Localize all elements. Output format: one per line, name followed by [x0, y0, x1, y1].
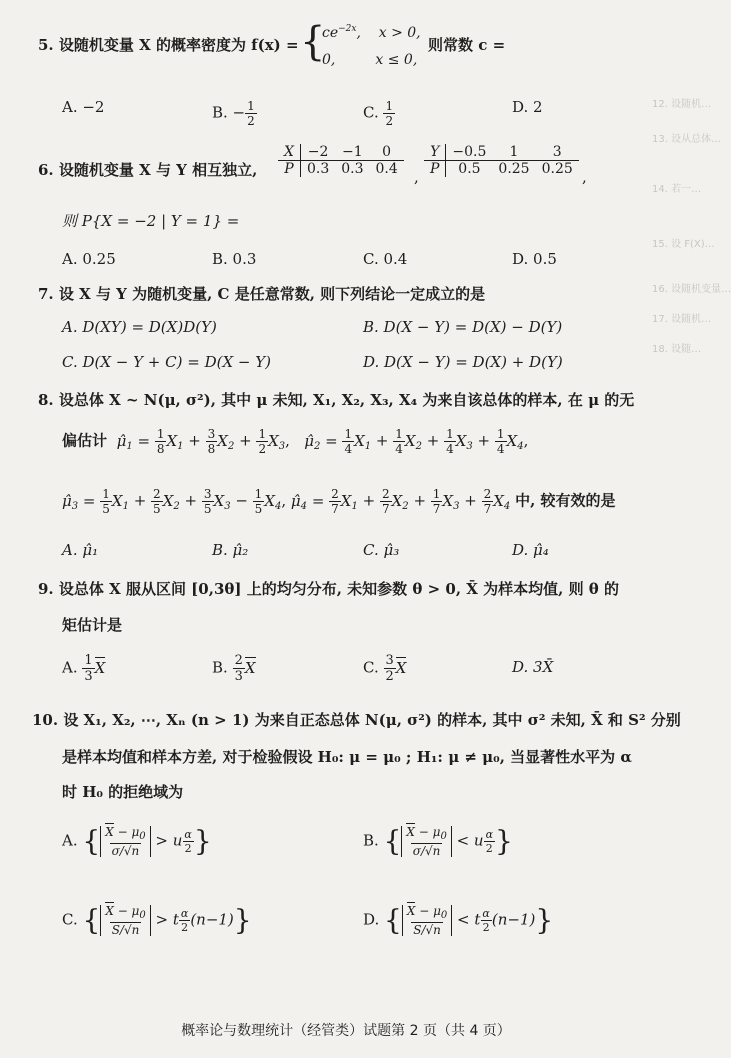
q6-option-d: D. 0.5 — [512, 250, 557, 268]
q10-option-d: D. { $\frac{X - \mu_0}{S/√n}$ < t $\frac{\alpha}{2}$ (n−1)} — [363, 903, 554, 937]
q10-line2: 是样本均值和样本方差, 对于检验假设 H₀: μ = μ₀ ; H₁: μ ≠ μ₀, 当显著性水平为 α — [62, 748, 632, 766]
q6-table-y: Y −0.5 1 3 P 0.5 0.25 0.25 — [424, 144, 579, 177]
faint-line: 17. 设随机… — [652, 314, 712, 325]
faint-line: 16. 设随机变量… — [652, 284, 731, 295]
q5-option-b: B. − $\frac{1}{2}$ — [212, 99, 255, 128]
q5-option-c: C. $\frac{1}{2}$ — [363, 99, 394, 128]
q8-option-c: C. μ̂₃ — [363, 541, 400, 559]
q8-line2-text: 偏估计 — [62, 431, 108, 450]
q9-option-a-label: A. — [62, 658, 78, 677]
q5-case-2: 0, x ≤ 0, — [322, 52, 418, 68]
q8-estimators-line1: 偏估计 $\mû_1$ = $\frac{1}{8}$ $X_1$ + $\frac{3}{8}$ $X_2$ + $\frac{1}{2}$ $X_3$, $\mû_2$ = $\frac{1}{4}$ $X_1$ + $\frac{1}{4}$ $X_2$ + $\frac{1}{4}$ $X_3$ + $\frac{1}{4}$ $X_4$, — [62, 427, 529, 456]
q10-option-d-label: D. — [363, 910, 380, 929]
q5-option-a: A. −2 — [62, 98, 105, 116]
q5-option-b-label: B. − — [212, 103, 246, 122]
q9-stem: 9. 设总体 X 服从区间 [0,3θ] 上的均匀分布, 未知参数 θ > 0, X̄ 为样本均值, 则 θ 的 — [38, 580, 620, 598]
q6-line2: 则 P{X = −2 | Y = 1} = — [62, 212, 240, 230]
q10-option-c-label: C. — [62, 910, 78, 929]
q5-case-1: $ce^{-2x}$, x > 0, — [322, 24, 421, 41]
q6-option-a: A. 0.25 — [62, 250, 116, 268]
q9-option-c: C. $\frac{3}{2}$ X — [363, 653, 407, 684]
q10-option-c: C. { $\frac{X - \mu_0}{S/√n}$ > t $\frac{\alpha}{2}$ (n−1)} — [62, 903, 252, 937]
q8-option-b: B. μ̂₂ — [212, 541, 249, 559]
page-footer: 概率论与数理统计（经管类）试题第 2 页（共 4 页） — [181, 1023, 511, 1039]
q5-option-c-label: C. — [363, 103, 384, 122]
q9-option-b: B. $\frac{2}{3}$ X — [212, 653, 256, 684]
q5-tail: 则常数 c = — [428, 36, 506, 54]
q7-option-d: D. D(X − Y) = D(X) + D(Y) — [363, 353, 563, 371]
q10-line3: 时 H₀ 的拒绝域为 — [62, 783, 184, 801]
q5-option-d: D. 2 — [512, 98, 543, 116]
q8-estimators-line2: $\mû_3$ = $\frac{1}{5}$ $X_1$ + $\frac{2}{5}$ $X_2$ + $\frac{3}{5}$ $X_3$ − $\frac{1}{5}$ $X_4$, $\mû_4$ = $\frac{2}{7}$ $X_1$ + $\frac{2}{7}$ $X_2$ + $\frac{1}{7}$ $X_3$ + $\frac{2}{7}$ $X_4$ 中, 较有效的是 — [62, 487, 616, 516]
q9-line2: 矩估计是 — [62, 616, 123, 634]
faint-line: 12. 设随机… — [652, 99, 712, 110]
q5-piecewise: { — [300, 19, 326, 65]
q7-option-c: C. D(X − Y + C) = D(X − Y) — [62, 353, 271, 371]
q9-option-a: A. $\frac{1}{3}$ X — [62, 653, 106, 684]
q8-option-d: D. μ̂₄ — [512, 541, 549, 559]
q6-table-x: X −2 −1 0 P 0.3 0.3 0.4 — [278, 144, 404, 177]
q6-option-b: B. 0.3 — [212, 250, 257, 268]
q9-option-c-label: C. — [363, 658, 379, 677]
q10-option-b-label: B. — [363, 831, 379, 850]
q6-option-c: C. 0.4 — [363, 250, 408, 268]
faint-line: 13. 设从总体… — [652, 134, 722, 145]
q10-option-a: A. { $\frac{X - \mu_0}{\sigma/√n}$ > u $\frac{\alpha}{2}$ } — [62, 824, 212, 858]
q7-option-a: A. D(XY) = D(X)D(Y) — [62, 318, 217, 336]
q7-option-b: B. D(X − Y) = D(X) − D(Y) — [363, 318, 563, 336]
q10-stem: 10. 设 X₁, X₂, ⋯, Xₙ (n > 1) 为来自正态总体 N(μ, σ²) 的样本, 其中 σ² 未知, X̄ 和 S² 分别 — [32, 711, 681, 729]
q8-line3-tail: 中, 较有效的是 — [515, 491, 616, 510]
q9-option-d: D. 3X̄ — [512, 658, 554, 676]
q8-stem: 8. 设总体 X ~ N(μ, σ²), 其中 μ 未知, X₁, X₂, X₃, X₄ 为来自该总体的样本, 在 μ 的无 — [38, 391, 635, 409]
faint-line: 18. 设随… — [652, 344, 702, 355]
q9-option-b-label: B. — [212, 658, 228, 677]
faint-line: 14. 若一… — [652, 184, 702, 195]
q10-option-b: B. { $\frac{X - \mu_0}{\sigma/√n}$ < u $\frac{\alpha}{2}$ } — [363, 824, 513, 858]
faint-line: 15. 设 F(X)… — [652, 239, 715, 250]
q10-option-a-label: A. — [62, 831, 78, 850]
q8-option-a: A. μ̂₁ — [62, 541, 99, 559]
q7-stem: 7. 设 X 与 Y 为随机变量, C 是任意常数, 则下列结论一定成立的是 — [38, 285, 486, 303]
q5-stem-text: 5. 设随机变量 X 的概率密度为 f(x) = — [38, 36, 299, 54]
q6-stem: 6. 设随机变量 X 与 Y 相互独立, — [38, 161, 258, 179]
q5-stem — [38, 38, 299, 53]
